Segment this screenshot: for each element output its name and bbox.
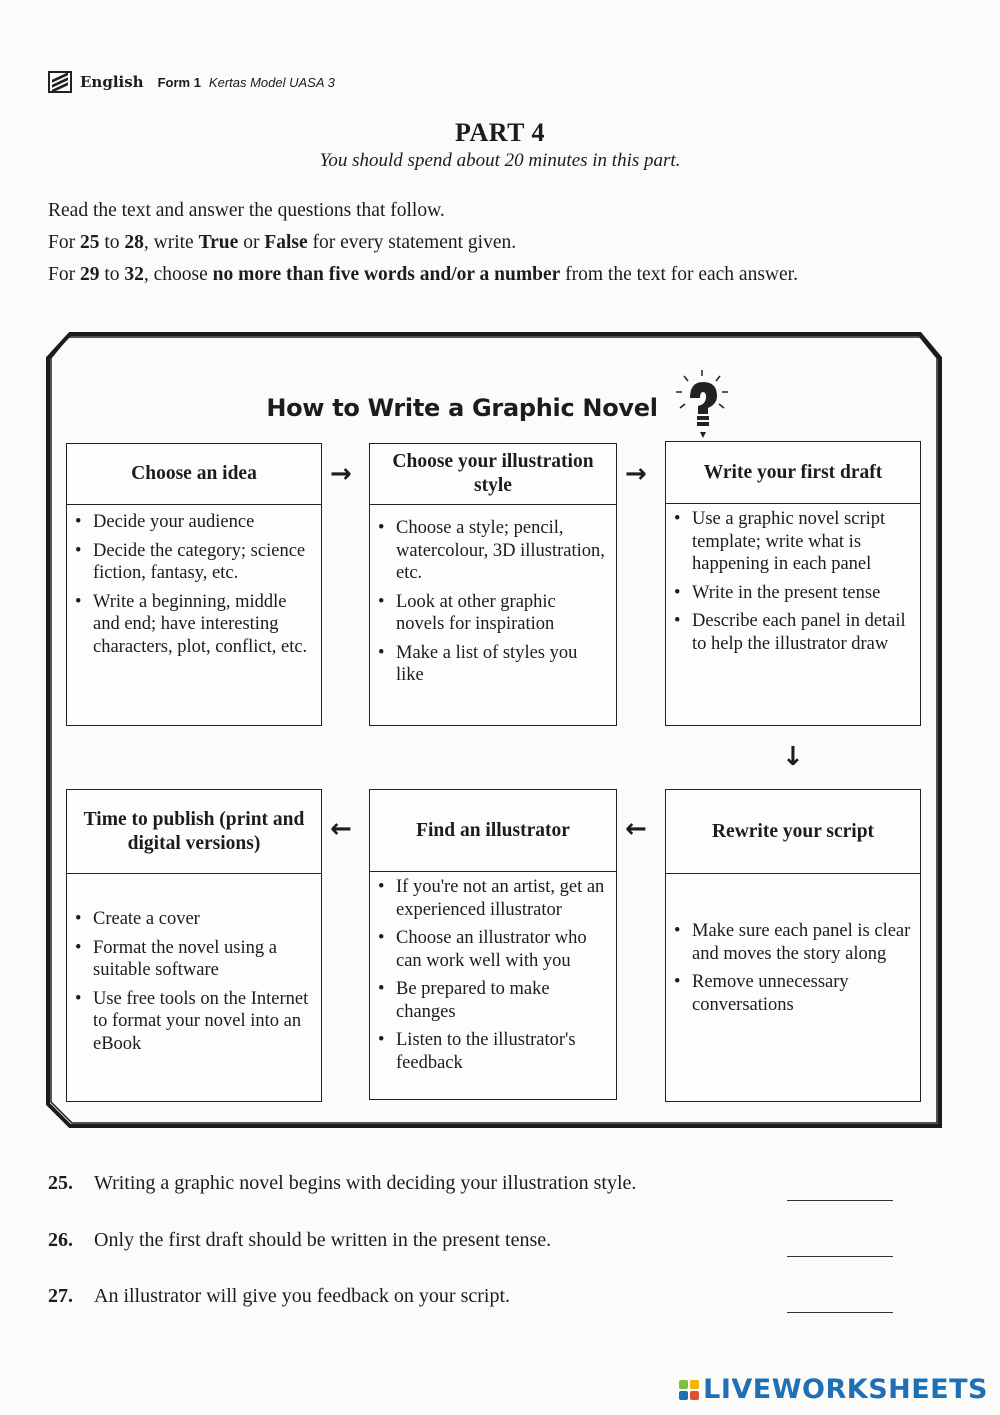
- question-bulb-icon: [672, 368, 734, 448]
- publisher-logo-icon: [48, 71, 72, 93]
- step-bullets: [67, 874, 321, 1101]
- list-item: • Choose a style; pencil, watercolour, 3D illustration, etc.: [378, 517, 608, 585]
- page-header: [48, 70, 335, 94]
- step-title: Choose your illustration style: [370, 444, 616, 505]
- list-item: • If you're not an artist, get an experienced illustrator: [378, 876, 608, 921]
- part-title: PART 4: [455, 118, 545, 147]
- step-bullets: [370, 505, 616, 725]
- form-label: Form 1: [157, 74, 201, 90]
- step-title: Choose an idea: [67, 444, 321, 505]
- part-subtitle: You should spend about 20 minutes in this part.: [319, 150, 681, 171]
- list-item: • Use a graphic novel script template; write what is happening in each panel: [674, 508, 912, 576]
- arrow-left-icon: ←: [330, 814, 352, 844]
- subject-label: English: [80, 73, 144, 91]
- list-item: • Describe each panel in detail to help the illustrator draw: [674, 610, 912, 655]
- step-rewrite-script: [665, 789, 921, 1102]
- step-bullets: [370, 872, 616, 1099]
- question-25: 25. Writing a graphic novel begins with deciding your illustration style.: [48, 1172, 637, 1194]
- list-item: • Be prepared to make changes: [378, 978, 608, 1023]
- list-item: • Use free tools on the Internet to format your novel into an eBook: [75, 988, 313, 1056]
- instruction-line-1: Read the text and answer the questions that follow.: [48, 200, 445, 221]
- question-27: 27. An illustrator will give you feedback on your script.: [48, 1285, 511, 1307]
- step-title: Write your first draft: [666, 442, 920, 504]
- list-item: • Listen to the illustrator's feedback: [378, 1029, 608, 1074]
- list-item: • Make a list of styles you like: [378, 642, 608, 687]
- step-publish: [66, 789, 322, 1102]
- liveworksheets-logo-icon: [679, 1380, 699, 1400]
- step-choose-idea: [66, 443, 322, 726]
- step-title: Rewrite your script: [666, 790, 920, 874]
- instruction-line-3: For 29 to 32, choose no more than five words and/or a number from the text for each answer.: [48, 264, 798, 285]
- step-bullets: [666, 504, 920, 725]
- list-item: • Create a cover: [75, 908, 313, 931]
- brand-name: LIVEWORKSHEETS: [703, 1374, 988, 1405]
- arrow-down-icon: ↓: [782, 742, 804, 772]
- arrow-left-icon: ←: [625, 814, 647, 844]
- infographic-header: [0, 368, 1000, 448]
- answer-field-25[interactable]: [787, 1177, 897, 1199]
- step-title: Time to publish (print and digital versions): [67, 790, 321, 874]
- answer-line-26: [787, 1256, 893, 1257]
- paper-label: Kertas Model UASA 3: [208, 74, 335, 90]
- step-bullets: [666, 874, 920, 1101]
- liveworksheets-brand[interactable]: [679, 1374, 988, 1405]
- list-item: • Remove unnecessary conversations: [674, 971, 912, 1016]
- arrow-right-icon: →: [625, 459, 647, 489]
- question-26: 26. Only the first draft should be written in the present tense.: [48, 1229, 552, 1251]
- list-item: • Make sure each panel is clear and moves the story along: [674, 920, 912, 965]
- list-item: • Look at other graphic novels for inspiration: [378, 591, 608, 636]
- step-illustration-style: [369, 443, 617, 726]
- step-title: Find an illustrator: [370, 790, 616, 872]
- arrow-right-icon: →: [330, 459, 352, 489]
- list-item: • Choose an illustrator who can work well with you: [378, 927, 608, 972]
- step-bullets: [67, 505, 321, 725]
- list-item: • Decide your audience: [75, 511, 313, 534]
- step-first-draft: [665, 441, 921, 726]
- step-find-illustrator: [369, 789, 617, 1100]
- list-item: • Format the novel using a suitable software: [75, 937, 313, 982]
- list-item: • Write in the present tense: [674, 582, 912, 605]
- instruction-line-2: For 25 to 28, write True or False for every statement given.: [48, 232, 517, 253]
- answer-field-26[interactable]: [787, 1233, 897, 1255]
- answer-line-27: [787, 1312, 893, 1313]
- infographic-title: How to Write a Graphic Novel: [266, 394, 658, 422]
- answer-field-27[interactable]: [787, 1289, 897, 1311]
- list-item: • Write a beginning, middle and end; have interesting characters, plot, conflict, etc.: [75, 591, 313, 659]
- list-item: • Decide the category; science fiction, fantasy, etc.: [75, 540, 313, 585]
- answer-line-25: [787, 1200, 893, 1201]
